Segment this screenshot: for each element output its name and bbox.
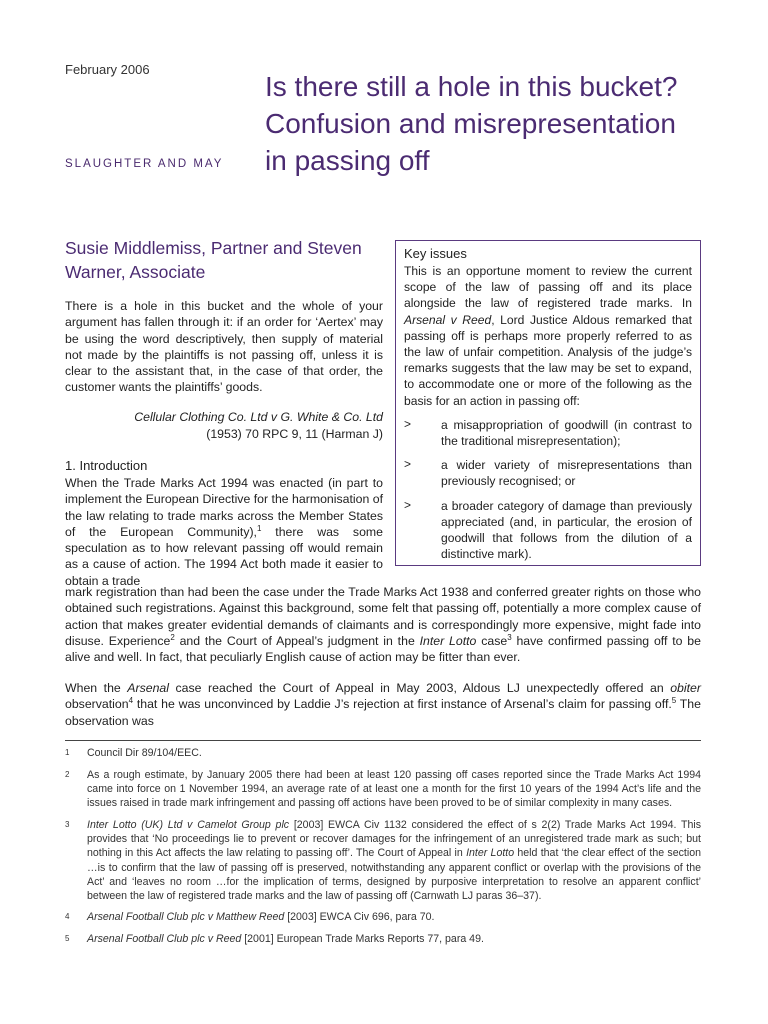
bullet-text: a misappropriation of goodwill (in contrast to the traditional misrepresentation); [441,417,692,449]
footnote-3: 3 Inter Lotto (UK) Ltd v Camelot Group plc [2003] EWCA Civ 1132 considered the effect of s 2(2) Trade Marks Act 1994. This provides that ‘No proceedings lie to prevent or recover damages for the infringement of an unregistered trade mark as such; but nothing in this Act affects the law relating to passing off’. The Court of Appeal in Inter Lotto held that ‘the clear effect of the section …is to confirm that the law of passing off is preserved, notwithstanding any apparent conflict or overlap with the provisions of the Act’ and ‘leaves no room …for the implication of terms, designed by purposive interpretation to resolve an apparent conflict’ between the law of registered trade marks and the law of passing off (Carnwath LJ paras 36–37). [65,819,702,903]
key-issue-bullet [404,457,692,489]
document-date: February 2006 [65,62,150,77]
title-line-2: Confusion and misrepresentation [265,108,676,139]
authors-heading: Susie Middlemiss, Partner and Steven Warner, Associate [65,238,362,282]
key-issues-intro: This is an opportune moment to review the current scope of the law of passing off and its place alongside the law of registered trade marks. In Arsenal v Reed, Lord Justice Aldous remarked that passing off is perhaps more properly referred to as the law of unfair competition. Analysis of the judge’s remarks suggests that the law may be set to expand, to accommodate one or more of the following as the basis for an action in passing off: [404,264,692,408]
quote-citation [65,409,383,443]
footnote-divider [65,740,701,741]
bullet-marker-icon: > [404,497,412,512]
footnote-5: 5 Arsenal Football Club plc v Reed [2001] European Trade Marks Reports 77, para 49. [65,933,484,945]
introduction-paragraph: When the Trade Marks Act 1994 was enacted (in part to implement the European Directive for the harmonisation of the law relating to trade marks across the Member States of the European Community),$^1$ there was some speculation as to how relevant passing off would remain as a cause of action. The 1994 Act both made it easier to obtain a trade [65,476,384,588]
body-paragraph-2: When the Arsenal case reached the Court of Appeal in May 2003, Aldous LJ unexpectedly offered an obiter observation$^4$ that he was unconvinced by Laddie J’s rejection at first instance of Arsenal’s claim for passing off.$^5$ The observation was [65,681,701,728]
section-heading-introduction: 1. Introduction [65,458,148,473]
firm-name: SLAUGHTER AND MAY [65,158,224,170]
intro-quote: There is a hole in this bucket and the whole of your argument has fallen through it: if an order for ‘Aertex’ may be using the word descriptively, then supply of material not made by the plaintiffs is not passing off, unless it is clear to the assistant that, in the case of that order, the customer wants the plaintiffs’ goods. [65,299,383,395]
footnote-1: 1 Council Dir 89/104/EEC. [65,747,202,759]
body-paragraph-1: mark registration than had been the case under the Trade Marks Act 1938 and conferred greater rights on those who obtained such registrations. Against this background, some felt that passing off, potentially a more complex cause of action that makes greater evidential demands of claimants and is correspondingly more expensive, might fade into disuse. Experience$^2$ and the Court of Appeal’s judgment in the Inter Lotto case$^3$ have confirmed passing off to be alive and well. In fact, that peculiarly English cause of action may be fitter than ever. [65,585,701,665]
title-line-3: in passing off [265,145,430,176]
citation-case: Cellular Clothing Co. Ltd v G. White & Co. Ltd [134,410,383,424]
bullet-text: a wider variety of misrepresentations than previously recognised; or [441,458,692,489]
bullet-marker-icon: > [404,457,412,472]
key-issue-bullet [404,417,692,449]
key-issues-box [395,240,701,566]
document-title [265,68,745,179]
footnote-4: 4 Arsenal Football Club plc v Matthew Reed [2003] EWCA Civ 696, para 70. [65,911,435,923]
footnote-2: 2 As a rough estimate, by January 2005 there had been at least 120 passing off cases reported since the Trade Marks Act 1994 came into force on 1 November 1994, an average rate of at least one a month for the first 10 years of the 1994 Act’s life and the issues raised in trade mark infringement and passing off actions have been proved to be of similar complexity in many cases. [65,769,701,810]
title-line-1: Is there still a hole in this bucket? [265,71,678,102]
key-issue-bullet [404,498,692,563]
citation-ref: (1953) 70 RPC 9, 11 (Harman J) [206,427,383,441]
bullet-text: a broader category of damage than previously appreciated (and, in particular, the erosion of goodwill that follows from the dilution of a distinctive mark). [441,498,692,562]
bullet-marker-icon: > [404,416,412,431]
key-issues-heading: Key issues [404,246,467,261]
